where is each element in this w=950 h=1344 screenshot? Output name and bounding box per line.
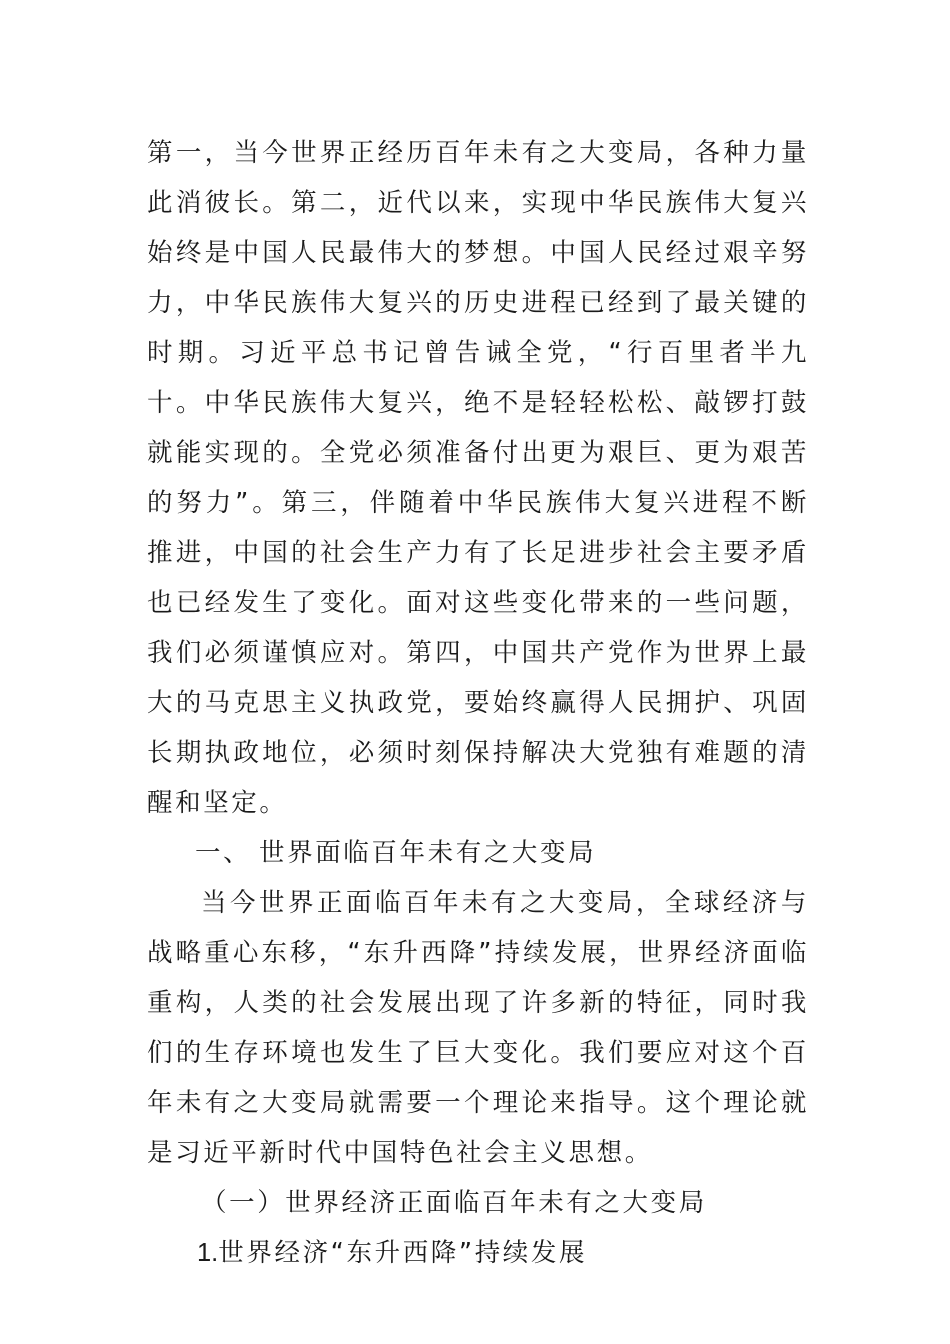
section-paragraph: 当今世界正面临百年未有之大变局，全球经济与战略重心东移，“东升西降”持续发展，世界经济面临重构，人类的社会发展出现了许多新的特征，同时我们的生存环境也发生了巨大变化。我们要应对这个百年未有之大变局就需要一个理论来指导。这个理论就是习近平新时代中国特色社会主义思想。 xyxy=(147,888,809,1168)
subsection-heading: （一）世界经济正面临百年未有之大变局 xyxy=(201,1188,707,1218)
subsubsection-number: 1. xyxy=(197,1239,219,1267)
document-body xyxy=(147,128,809,1278)
subsubsection-heading xyxy=(147,1228,809,1278)
intro-paragraph: 第一，当今世界正经历百年未有之大变局，各种力量此消彼长。第二，近代以来，实现中华民族伟大复兴始终是中国人民最伟大的梦想。中国人民经过艰辛努力，中华民族伟大复兴的历史进程已经到了最关键的时期。习近平总书记曾告诫全党，“行百里者半九十。中华民族伟大复兴，绝不是轻轻松松、敲锣打鼓就能实现的。全党必须准备付出更为艰巨、更为艰苦的努力”。第三，伴随着中华民族伟大复兴进程不断推进，中国的社会生产力有了长足进步社会主要矛盾也已经发生了变化。面对这些变化带来的一些问题，我们必须谨慎应对。第四，中国共产党作为世界上最大的马克思主义执政党，要始终赢得人民拥护、巩固长期执政地位，必须时刻保持解决大党独有难题的清醒和坚定。 xyxy=(147,138,809,818)
section-heading xyxy=(147,828,809,878)
subsubsection-title: 世界经济“东升西降”持续发展 xyxy=(218,1238,588,1268)
section-number: 一、 xyxy=(195,838,252,868)
section-title: 世界面临百年未有之大变局 xyxy=(259,838,597,868)
